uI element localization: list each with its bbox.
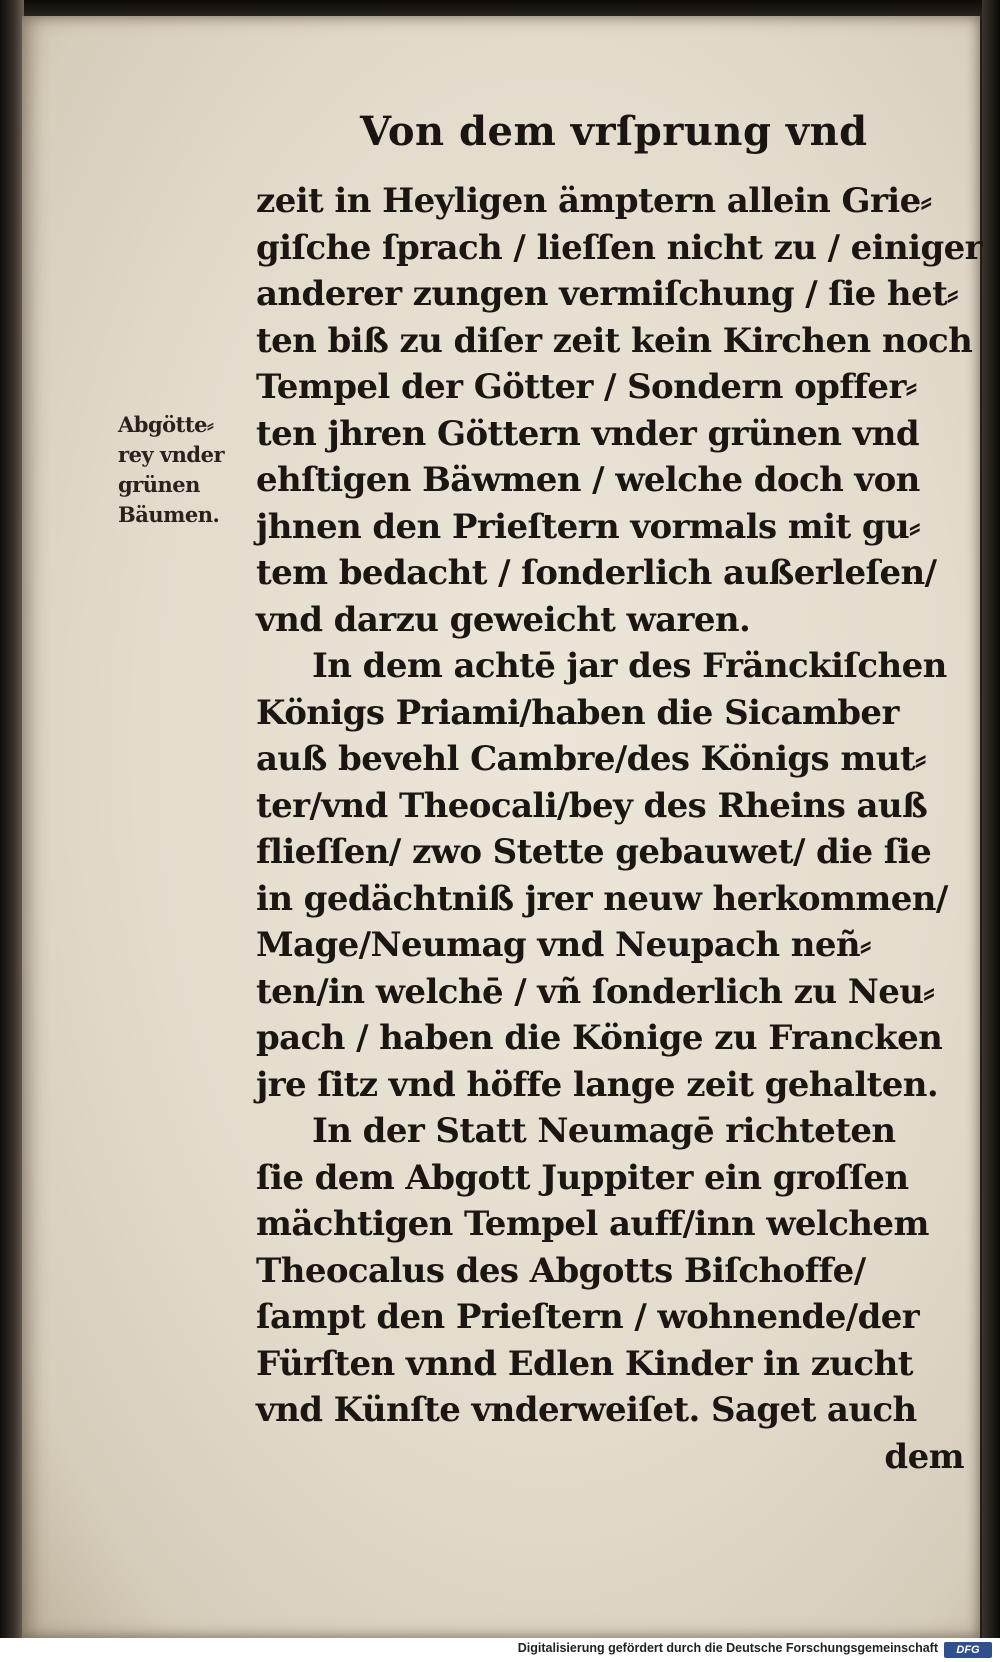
- text-line: Theocalus des Abgotts Biſchoffe/: [256, 1250, 866, 1291]
- text-line: ten jhren Göttern vnder grünen vnd: [256, 413, 920, 454]
- funding-credit: Digitalisierung gefördert durch die Deutsche Forschungsgemeinschaft: [517, 1641, 938, 1655]
- text-line: flieſſen/ zwo Stette gebauwet/ die ſie: [256, 832, 932, 872]
- text-line-paragraph-start: In dem achtē jar des Fränckiſchen: [312, 646, 947, 686]
- text-line: auß bevehl Cambre/des Königs mut⸗: [256, 739, 926, 779]
- text-line: Fürſten vnnd Edlen Kinder in zucht: [256, 1343, 913, 1384]
- text-line: in gedächtniß jrer neuw herkommen/: [256, 878, 948, 919]
- gloss-line: rey vnder: [118, 442, 225, 467]
- running-head: Von dem vrſprung vnd: [360, 108, 868, 155]
- text-line: ter/vnd Theocali/bey des Rheins auß: [256, 785, 928, 826]
- catchword: dem: [884, 1436, 964, 1477]
- text-line: ſie dem Abgott Juppiter ein groſſen: [256, 1157, 909, 1198]
- text-line: anderer zungen vermiſchung / ſie het⸗: [256, 274, 958, 314]
- book-edge-left: [0, 0, 24, 1640]
- text-line: jre ſitz vnd höffe lange zeit gehalten.: [256, 1064, 939, 1105]
- text-line: ten biß zu diſer zeit kein Kirchen noch: [256, 320, 973, 361]
- text-line: vnd darzu geweicht waren.: [256, 599, 751, 640]
- text-line: ehſtigen Bäwmen / welche doch von: [256, 460, 920, 500]
- text-line: tem bedacht / ſonderlich außerleſen/: [256, 553, 937, 593]
- text-line: zeit in Heyligen ämptern allein Grie⸗: [256, 181, 932, 221]
- text-line: Königs Priami/haben die Sicamber: [256, 692, 899, 733]
- gloss-line: Bäumen.: [118, 502, 220, 527]
- text-line: ſampt den Prieſtern / wohnende/der: [256, 1297, 920, 1337]
- text-line: pach / haben die Könige zu Francken: [256, 1018, 943, 1058]
- text-line: Mage/Neumag vnd Neupach neñ⸗: [256, 925, 871, 965]
- gloss-line: Abgötte⸗: [118, 412, 214, 437]
- text-line: jhnen den Prieſtern vormals mit gu⸗: [256, 506, 920, 547]
- text-line: vnd Künſte vnderweiſet. Saget auch: [256, 1390, 917, 1430]
- book-edge-right: [982, 0, 1000, 1640]
- text-line: giſche ſprach / lieſſen nicht zu / einiger: [256, 227, 982, 268]
- dfg-logo-icon: DFG: [944, 1642, 992, 1658]
- text-line-paragraph-start: In der Statt Neumagē richteten: [312, 1111, 896, 1151]
- text-line: ten/in welchē / vñ ſonderlich zu Neu⸗: [256, 971, 935, 1012]
- text-line: mächtigen Tempel auff/inn welchem: [256, 1204, 929, 1244]
- marginal-gloss: [118, 410, 253, 530]
- body-text: [256, 178, 982, 1480]
- gloss-line: grünen: [118, 472, 200, 497]
- text-line: Tempel der Götter / Sondern opffer⸗: [256, 367, 917, 407]
